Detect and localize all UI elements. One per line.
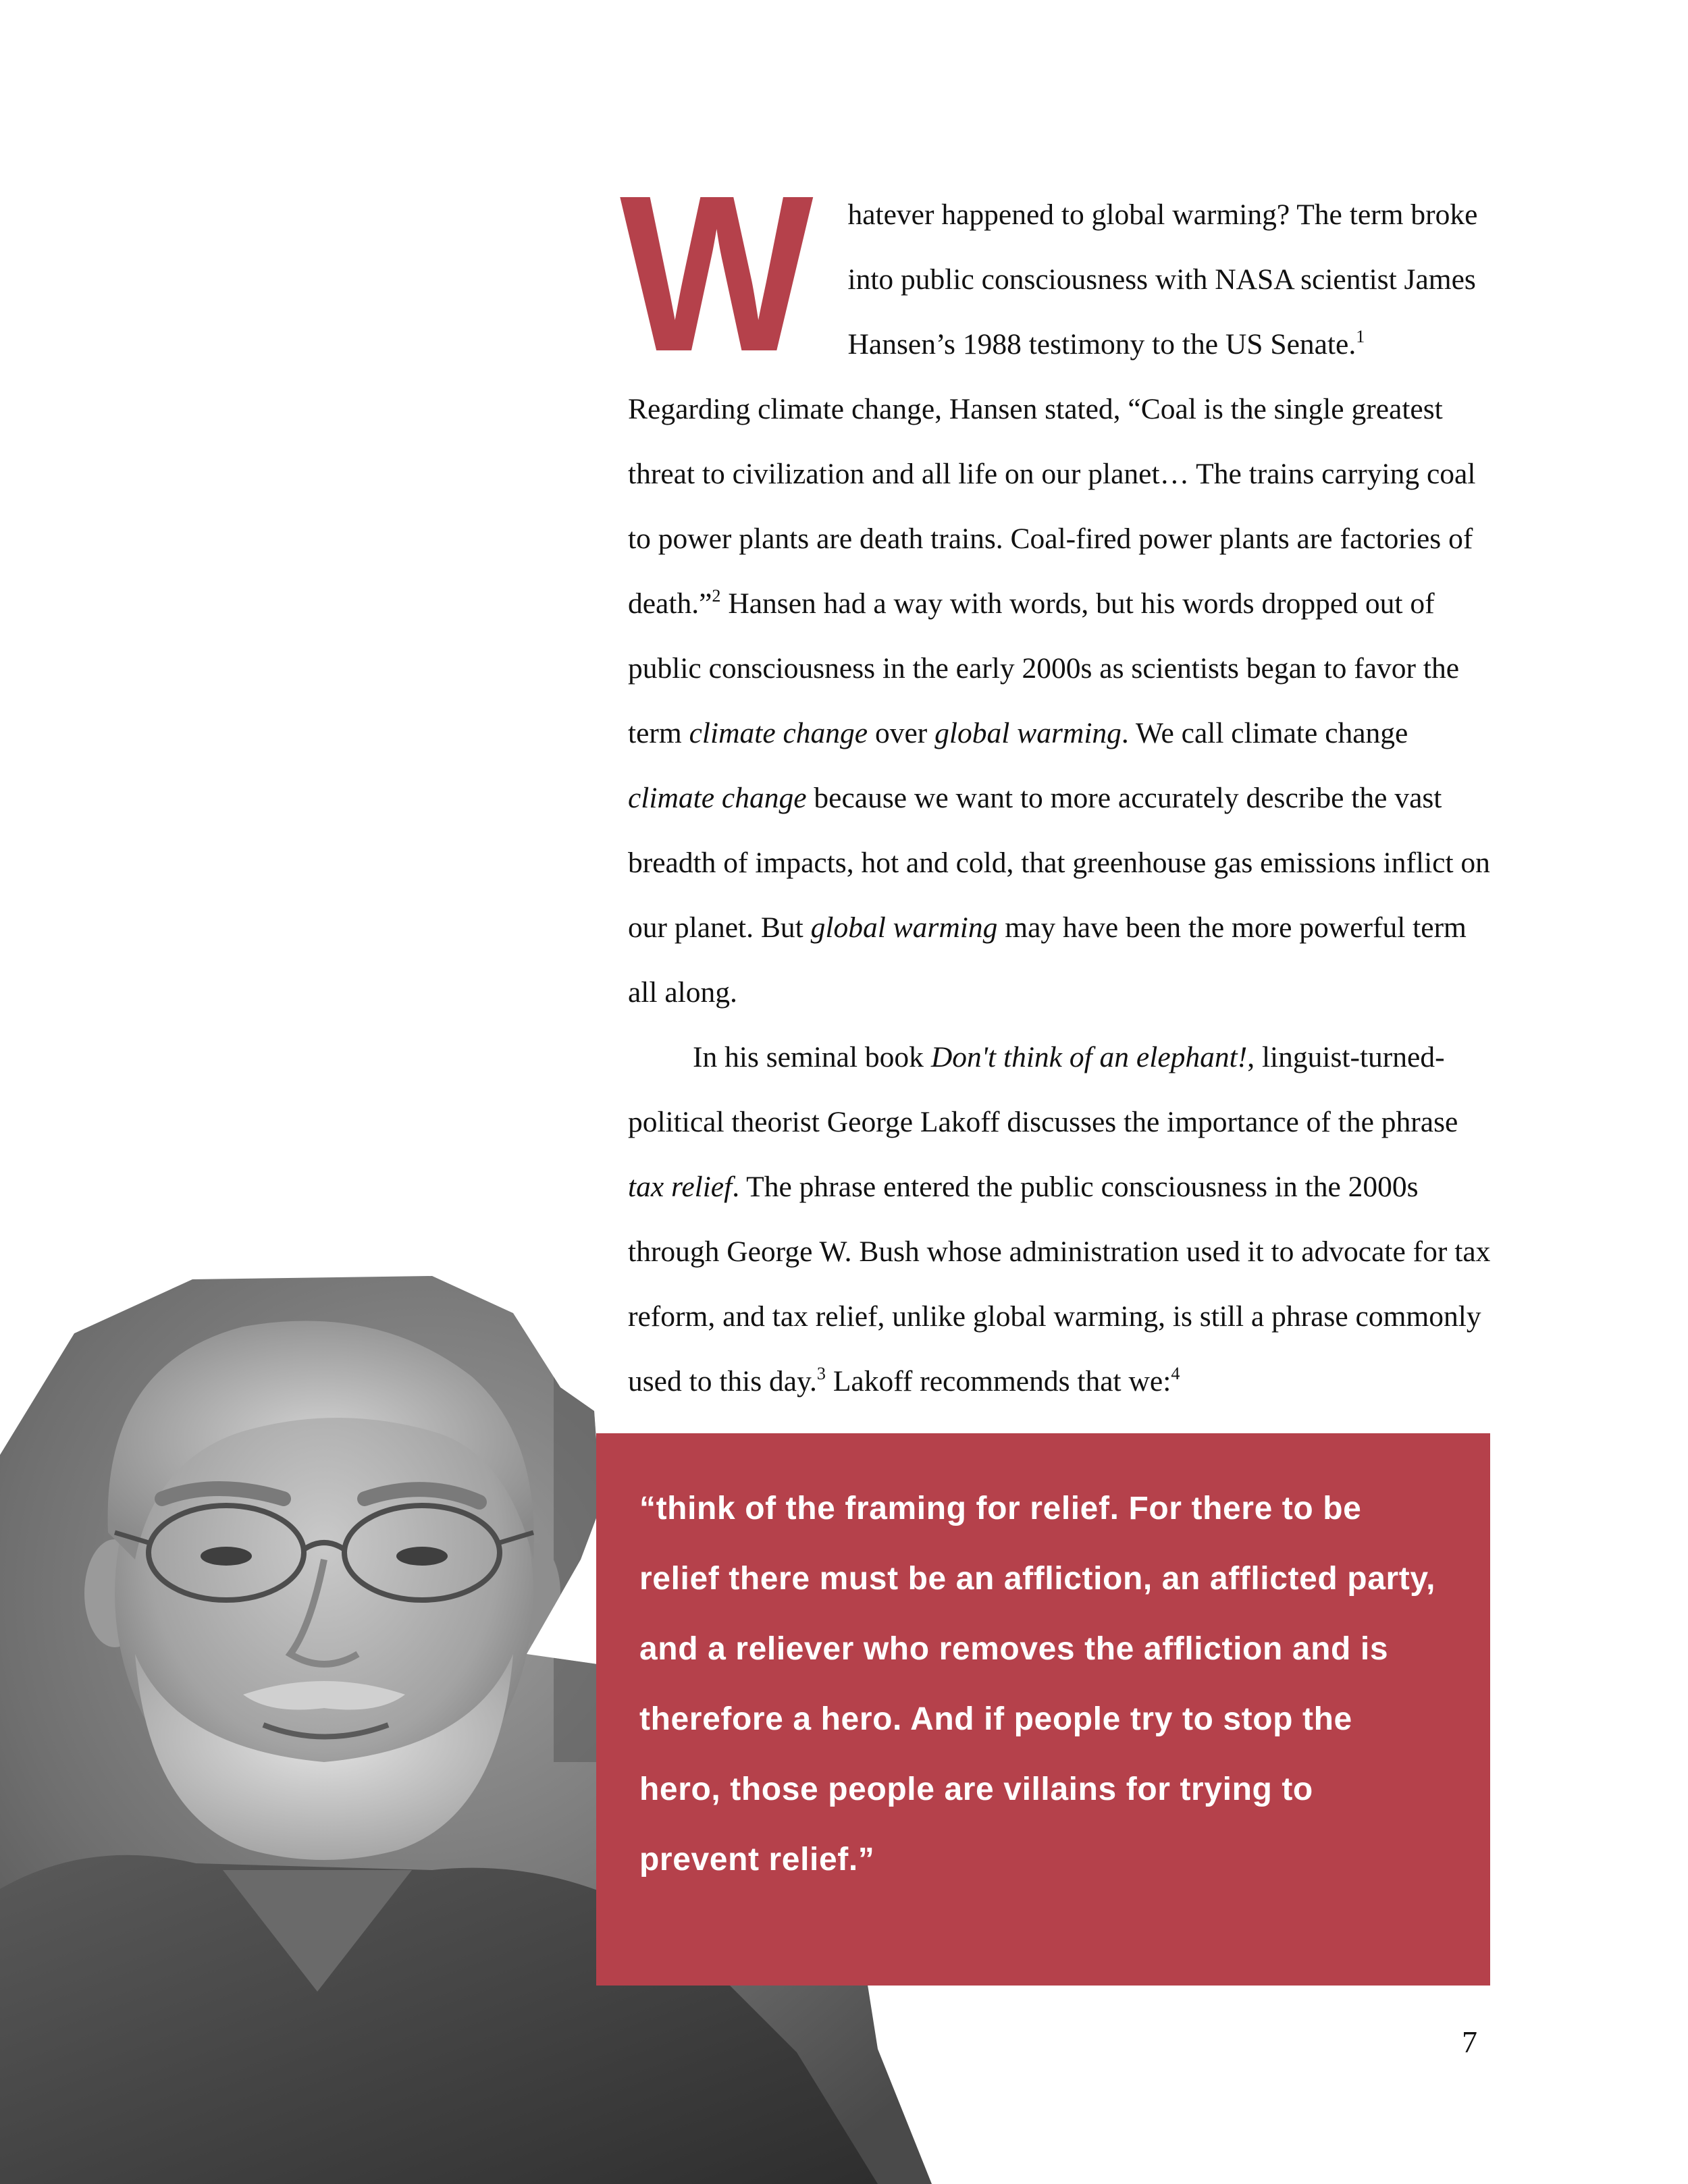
text-run: In his seminal book xyxy=(693,1041,931,1073)
footnote-ref: 4 xyxy=(1171,1364,1180,1384)
text-run: . The phrase entered the public consciousness in the 2000s through George W. Bush whose administration used it to advocate for tax reform, and tax relief, unlike global warming, is still a phrase commonly used to this day. xyxy=(628,1171,1491,1397)
text-run: Regarding climate change, Hansen stated, “Coal is the single greatest threat to civilization and all life on our planet… The trains carrying coal to power plants are death trains. Coal-fired power plants are factories of death.” xyxy=(628,393,1476,620)
drop-cap: W xyxy=(620,149,809,398)
italic-term: global warming xyxy=(934,717,1122,749)
article-paragraph-1 xyxy=(620,149,1491,1025)
footnote-ref: 3 xyxy=(816,1364,826,1384)
text-run: may have been the more powerful term all along. xyxy=(628,911,1467,1009)
pull-quote-text: “think of the framing for relief. For there to be relief there must be an affliction, an afflicted party, and a reliever who removes the affliction and is therefore a hero. And if people try to stop the hero, those people are villains for trying to prevent relief.” xyxy=(639,1491,1436,1877)
pull-quote-box xyxy=(596,1433,1490,1986)
text-run: hatever happened to global warming? The term broke into public consciousness with NASA scientist James Hansen’s 1988 testimony to the US Senate. xyxy=(847,198,1478,361)
text-run: Hansen had a way with words, but his words dropped out of public consciousness in the early 2000s as scientists began to favor the term xyxy=(628,587,1460,749)
text-run: over xyxy=(868,717,935,749)
italic-term: tax relief xyxy=(628,1171,733,1203)
article-body xyxy=(620,149,1491,1414)
text-run: Lakoff recommends that we: xyxy=(825,1365,1171,1397)
italic-term: global warming xyxy=(810,911,998,944)
footnote-ref: 1 xyxy=(1356,327,1365,347)
text-run: , linguist-turned-political theorist George Lakoff discusses the importance of the phrase xyxy=(628,1041,1458,1138)
text-run: . We call climate change xyxy=(1121,717,1408,749)
italic-term: climate change xyxy=(628,782,807,814)
page-number: 7 xyxy=(1462,2025,1477,2059)
footnote-ref: 2 xyxy=(712,586,721,606)
book-title: Don't think of an elephant! xyxy=(930,1041,1248,1073)
text-run: because we want to more accurately describe the vast breadth of impacts, hot and cold, that greenhouse gas emissions inflict on our planet. But xyxy=(628,782,1490,944)
italic-term: climate change xyxy=(689,717,868,749)
article-paragraph-2 xyxy=(628,1025,1491,1414)
